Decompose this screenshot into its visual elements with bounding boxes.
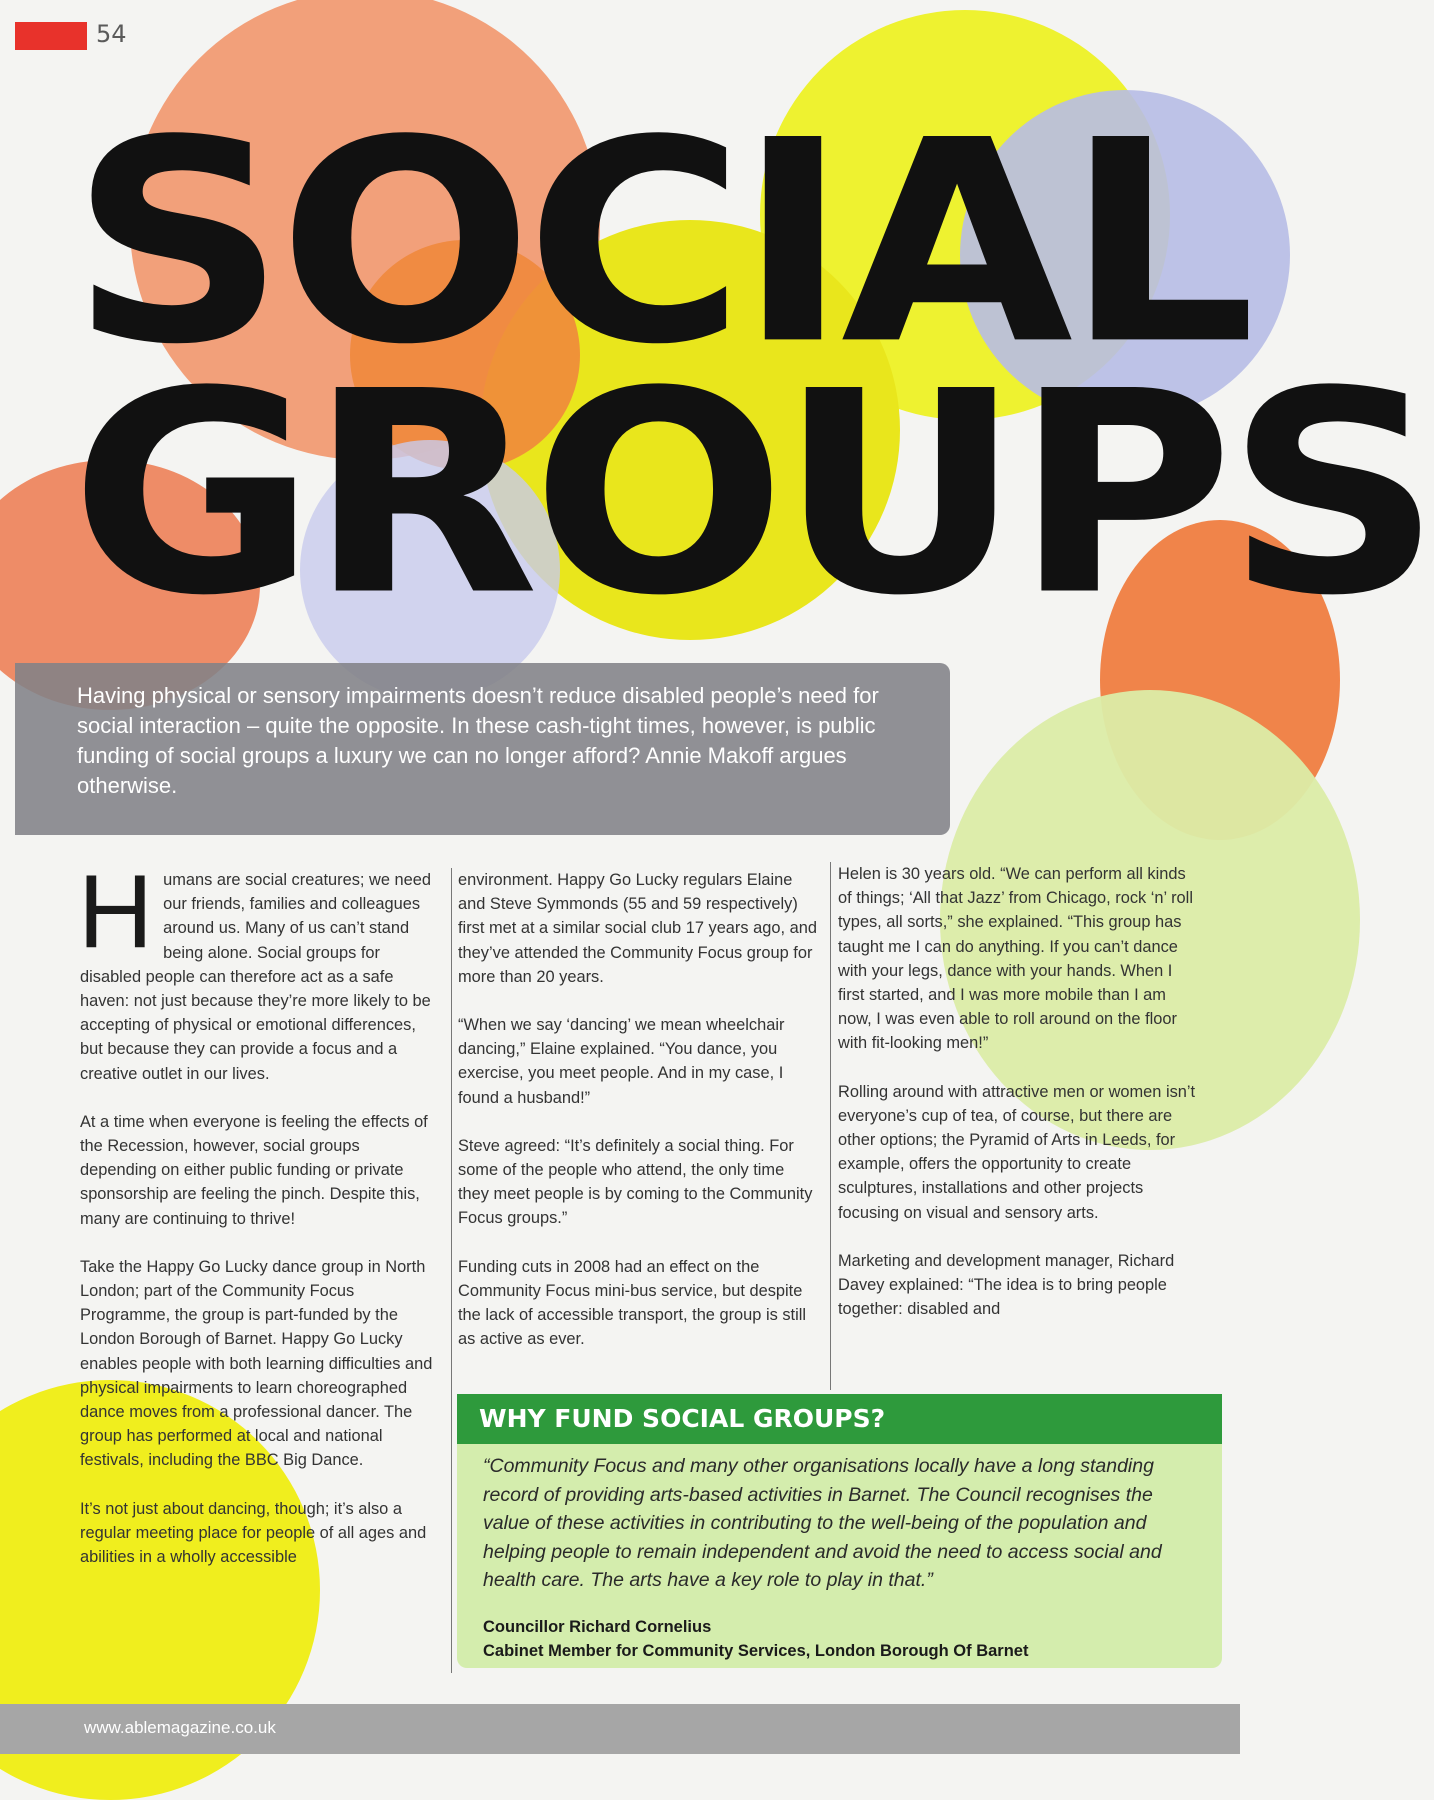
article-column-3 [838, 862, 1198, 1345]
footer-url: www.ablemagazine.co.uk [84, 1718, 276, 1737]
sidebar-quote: “Community Focus and many other organisations locally have a long standing record of providing arts-based activities in Barnet. The Council recognises the value of these activities in contributing to the well-being of the population and helping people to remain independent and avoid the need to access social and health care. The arts have a key role to play in that.” [483, 1455, 1162, 1591]
column-divider-2 [830, 862, 831, 1390]
article-column-1 [78, 854, 435, 1593]
article-column-2 [458, 868, 818, 1375]
standfirst-text: Having physical or sensory impairments doesn’t reduce disabled people’s need for social interaction – quite the opposite. In these cash-tight times, however, is public funding of social groups a luxury we can no longer afford? Annie Makoff argues otherwise. [77, 683, 879, 798]
paragraph: Humans are social creatures; we need our friends, families and colleagues around us. Many of us can’t stand being alone. Social groups for disabled people can therefore act as a safe haven: not just because they’re more likely to be accepting of physical or emotional differences, but because they can provide a focus and a creative outlet in our lives. [78, 854, 431, 1083]
paragraph: At a time when everyone is feeling the effects of the Recession, however, social groups depending on either public funding or private sponsorship are feeling the pinch. Despite this, many are continuing to thrive! [80, 1112, 428, 1228]
column-divider-1 [451, 868, 452, 1673]
page-number: 54 [96, 20, 127, 48]
paragraph: Marketing and development manager, Richard Davey explained: “The idea is to bring people together: disabled and [838, 1251, 1175, 1319]
headline-line-2: GROUPS [70, 331, 1434, 657]
sidebar-box [457, 1394, 1222, 1668]
paragraph: “When we say ‘dancing’ we mean wheelchair dancing,” Elaine explained. “You dance, you exercise, you meet people. And in my case, I found a husband!” [458, 1016, 785, 1107]
drop-cap: H [78, 854, 154, 970]
paragraph: environment. Happy Go Lucky regulars Elaine and Steve Symmonds (55 and 59 respectively) first met at a similar social club 17 years ago, and they’ve attended the Community Focus group for more than 20 years. [458, 871, 817, 986]
paragraph: Helen is 30 years old. “We can perform all kinds of things; ‘All that Jazz’ from Chicago, rock ‘n’ roll types, all sorts,” she explained. “This group has taught me I can do anything. If you can’t dance with your legs, dance with your hands. When I first started, and I was more mobile than I am now, I was even able to roll around on the floor with fit-looking men!” [838, 865, 1193, 1053]
sidebar-heading: WHY FUND SOCIAL GROUPS? [457, 1394, 1222, 1444]
standfirst-panel [15, 663, 950, 835]
paragraph: Rolling around with attractive men or women isn’t everyone’s cup of tea, of course, but there are other options; the Pyramid of Arts in Leeds, for example, offers the opportunity to create sculptures, installations and other projects focusing on visual and sensory arts. [838, 1082, 1196, 1222]
paragraph: Steve agreed: “It’s definitely a social thing. For some of the people who attend, the only time they meet people is by coming to the Community Focus groups.” [458, 1136, 813, 1228]
paragraph: Funding cuts in 2008 had an effect on the Community Focus mini-bus service, but despite the lack of accessible transport, the group is still as active as ever. [458, 1257, 807, 1349]
signature-role: Cabinet Member for Community Services, London Borough Of Barnet [483, 1641, 1029, 1660]
headline-line-1: SOCIAL [70, 80, 1249, 406]
sidebar-signature [483, 1615, 1200, 1663]
headline [70, 80, 1434, 657]
paragraph: Take the Happy Go Lucky dance group in North London; part of the Community Focus Programme, the group is part-funded by the London Borough of Barnet. Happy Go Lucky enables people with both learning difficulties and physical impairments to learn choreographed dance moves from a professional dancer. The group has performed at local and national festivals, including the BBC Big Dance. [80, 1257, 433, 1470]
page-color-tab [15, 22, 87, 50]
signature-name: Councillor Richard Cornelius [483, 1617, 712, 1636]
paragraph: It’s not just about dancing, though; it’s also a regular meeting place for people of all ages and abilities in a wholly accessible [80, 1499, 427, 1567]
